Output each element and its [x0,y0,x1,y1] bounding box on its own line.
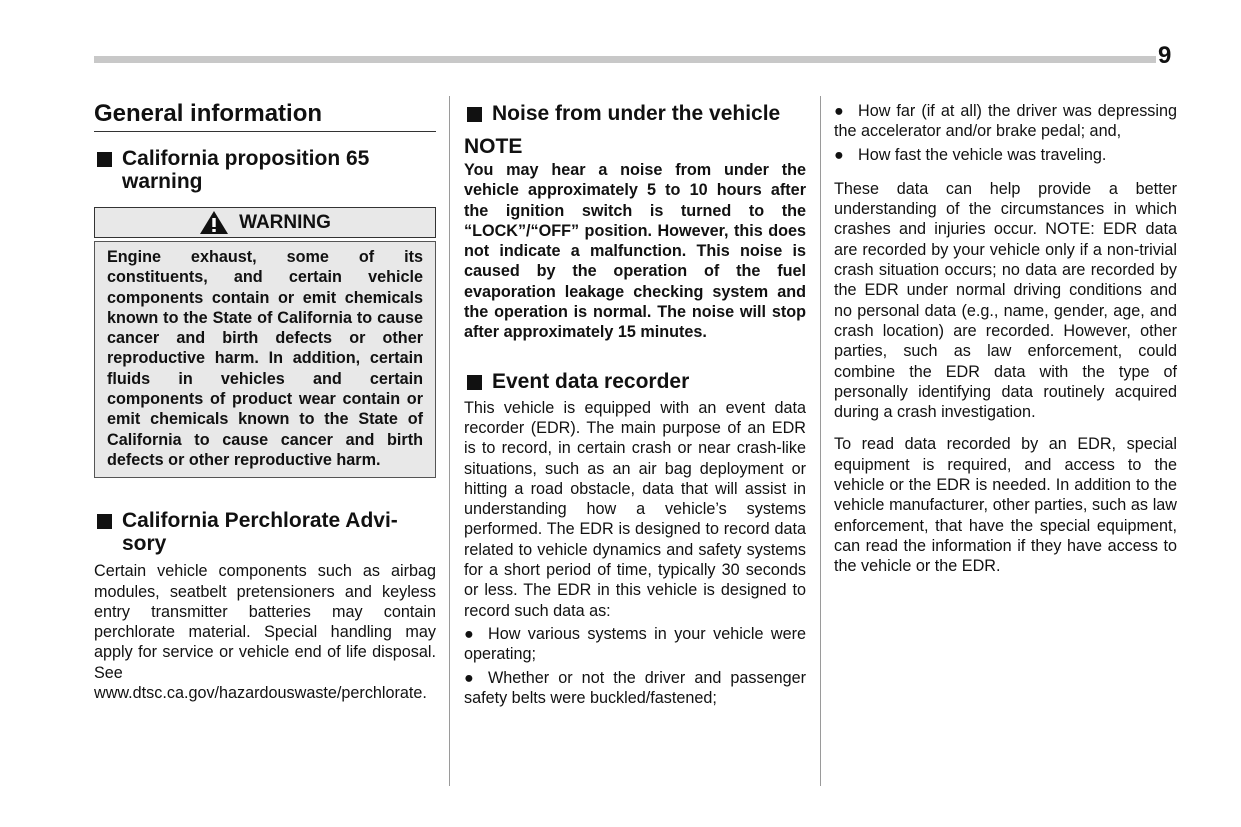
list-item [464,668,806,709]
section-title-perchlorate [94,509,436,555]
square-bullet-icon [467,375,482,390]
edr-paragraph: To read data recorded by an EDR, special equipment is required, and access to the vehicle or the EDR is needed. In addition to the vehicle manufacturer, other parties, such as law enforcement, that have the special equipment, can read the information if they have access to the vehicle or the EDR. [834,435,1177,576]
list-item [834,145,1177,165]
list-item-text: How fast the vehicle was traveling. [858,145,1107,164]
bullet-dot-icon: ● [464,668,474,687]
square-bullet-icon [97,514,112,529]
section-title-text: Noise from under the vehicle [492,102,781,125]
list-item-text: How various systems in your vehicle were operating; [464,624,806,664]
section-title-line: sory [122,532,167,556]
list-item-text: Whether or not the driver and passenger safety belts were buckled/fastened; [464,668,806,707]
section-title-text: Event data recorder [492,369,690,393]
section-title-prop65 [94,147,436,193]
square-bullet-icon [467,107,482,122]
note-label: NOTE [464,135,523,158]
bullet-dot-icon: ● [834,102,844,120]
square-bullet-icon [97,152,112,167]
section-title-line: California proposition 65 [122,147,370,170]
note-text: You may hear a noise from under the vehicle approximately 5 to 10 hours after the ignition switch is turned to the “LOCK”/“OFF” position. However, this does not indicate a malfunction. This noise is caused by the operation of the fuel evaporation leakage checking system and the operation is normal. The noise will stop after approximately 15 minutes. [464,161,806,342]
header-rule [94,56,1156,63]
warning-label: WARNING [239,211,331,233]
list-item-text: How far (if at all) the driver was depressing the accelerator and/or brake pedal; and, [834,102,1177,141]
warning-header [94,207,436,238]
bullet-dot-icon: ● [834,145,844,164]
bullet-dot-icon: ● [464,624,474,643]
column-2 [464,96,806,708]
page-title: General information [94,100,436,132]
list-item [464,624,806,665]
column-divider [820,96,821,786]
page-number: 9 [1158,42,1172,69]
edr-text: This vehicle is equipped with an event data recorder (EDR). The main purpose of an EDR is to record, in certain crash or near crash-like situations, such as an air bag deployment or hitting a road obstacle, data that will assist in understanding how a vehicle’s systems performed. The EDR is designed to record data related to vehicle dynamics and safety systems for a short period of time, typically 30 seconds or less. The EDR in this vehicle is designed to record such data as: [464,398,806,620]
warning-triangle-icon [199,210,229,235]
section-title-noise [464,102,806,125]
section-title-line: California Perchlorate Advi- [122,509,398,533]
section-title-edr [464,370,806,393]
edr-paragraph: These data can help provide a better understanding of the circumstances in which crashes and injuries occur. NOTE: EDR data are recorded by your vehicle only if a non-trivial crash situation occurs; no data are recorded by the EDR under normal driving conditions and no personal data (e.g., name, gender, age, and crash location) are recorded. However, other parties, such as law enforcement, could combine the EDR data with the type of personally identifying data routinely acquired during a crash investigation. [834,179,1177,422]
warning-text: Engine exhaust, some of its constituents, and certain vehicle components contain or emit chemicals known to the State of California to cause cancer and birth defects or other reproductive harm. In addition, certain fluids in vehicles and certain components of product wear contain or emit chemicals known to the State of California to cause cancer and birth defects or other reproductive harm. [107,248,423,469]
perchlorate-text: Certain vehicle components such as airbag modules, seatbelt pretensioners and keyless entry transmitter batteries may contain perchlorate material. Special handling may apply for service or vehicle end of life disposal. See www.dtsc.ca.gov/hazardouswaste/perchlorate. [94,562,436,703]
warning-box [94,241,436,478]
list-item [834,101,1177,142]
section-title-line: warning [122,170,203,193]
column-divider [449,96,450,786]
column-1 [94,96,436,703]
column-3 [834,96,1177,577]
